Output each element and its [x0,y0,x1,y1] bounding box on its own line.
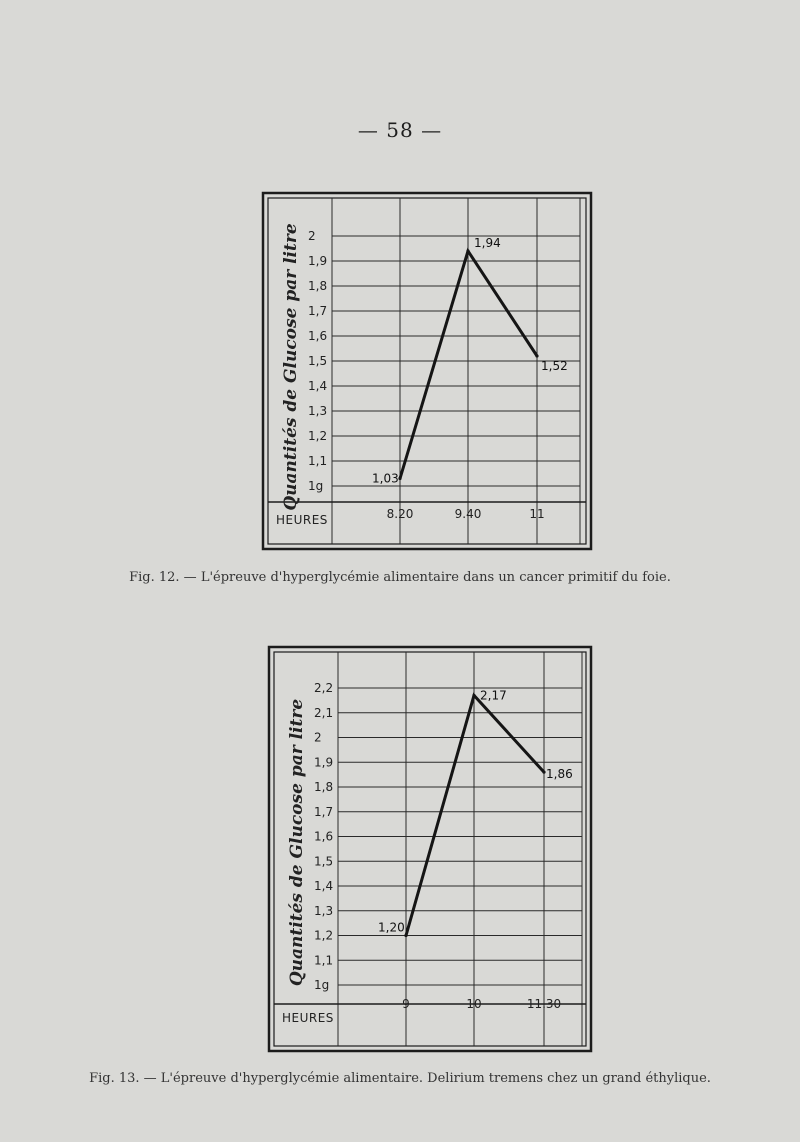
y-tick-label: 1,3 [314,903,334,918]
data-label: 1,03 [372,471,399,486]
x-axis-label: HEURES [282,1011,334,1025]
y-tick-label: 1,8 [308,279,328,293]
y-tick-label: 1,3 [308,404,328,418]
x-tick-label: 9.40 [454,507,482,521]
figure-12-chart [262,192,592,550]
data-label: 1,20 [378,920,405,935]
y-tick-label: 1,4 [314,879,334,893]
x-tick-label: 10 [466,997,482,1011]
x-tick-label: 11.30 [526,997,562,1011]
y-tick-label: 1,1 [308,454,328,468]
y-tick-label: 1,6 [314,829,334,844]
data-label: 2,17 [480,688,507,703]
x-axis-label: HEURES [276,513,328,527]
y-tick-label: 2,2 [314,681,334,695]
data-point [466,249,469,252]
data-label: 1,52 [541,359,568,373]
data-point [535,354,538,357]
figure-12-caption: Fig. 12. — L'épreuve d'hyperglycémie alimentaire dans un cancer primitif du foie. [129,570,671,585]
series-line [406,695,544,935]
x-tick-label: 9 [402,997,410,1011]
y-tick-label: 1g [308,479,324,493]
y-tick-label: 1g [314,978,330,992]
figure-13-caption: Fig. 13. — L'épreuve d'hyperglycémie alimentaire. Delirium tremens chez un grand éthylique. [89,1071,711,1086]
y-tick-label: 2 [308,229,316,243]
figure-13-chart [268,646,592,1052]
y-tick-label: 1,9 [314,755,334,770]
y-tick-label: 1,9 [308,254,328,268]
data-point [404,934,407,937]
y-tick-label: 1,7 [308,304,328,318]
y-tick-label: 1,4 [308,379,328,393]
page-number: — 58 — [357,118,443,142]
x-tick-label: 11 [529,507,545,521]
data-label: 1,94 [474,236,501,250]
y-tick-label: 2 [314,730,322,745]
y-tick-label: 1,5 [314,854,334,869]
y-tick-label: 1,1 [314,953,334,968]
data-label: 1,86 [546,767,573,782]
data-point [398,477,401,480]
y-tick-label: 1,2 [308,429,328,443]
y-tick-label: 1,6 [308,329,328,343]
y-tick-label: 1,7 [314,804,334,819]
y-tick-label: 1,8 [314,780,334,794]
y-tick-label: 2,1 [314,705,334,720]
y-tick-label: 1,5 [308,354,328,368]
y-axis-label: Quantités de Glucose par litre [281,223,301,511]
y-tick-label: 1,2 [314,928,334,943]
data-point [472,694,475,697]
x-tick-label: 8.20 [386,507,414,521]
y-axis-label: Quantités de Glucose par litre [287,698,307,987]
